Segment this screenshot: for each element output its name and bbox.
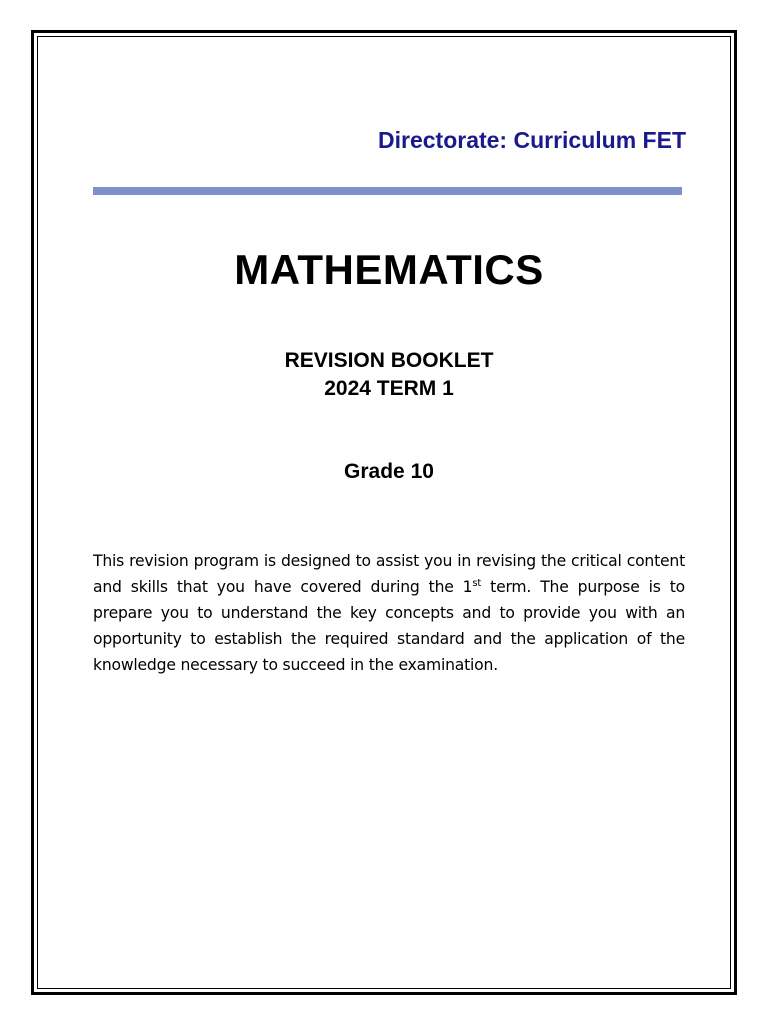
- intro-paragraph: [93, 548, 685, 678]
- page-border-inner: [37, 36, 731, 989]
- directorate-heading: Directorate: Curriculum FET: [378, 127, 686, 153]
- intro-text-part2: term. The purpose is to prepare you to understand the key concepts and to provide you with an opportunity to establish the required standard and the application of the knowledge necessary to succeed in the examination.: [93, 577, 685, 674]
- intro-text-part1: This revision program is designed to assist you in revising the critical content and skills that you have covered during the 1: [93, 551, 685, 596]
- intro-superscript: st: [472, 577, 482, 589]
- grade-title: Grade 10: [344, 460, 434, 483]
- term-title: 2024 TERM 1: [324, 377, 454, 400]
- booklet-title: REVISION BOOKLET: [284, 349, 494, 372]
- header-divider-bar: [93, 187, 682, 195]
- page-border: [31, 30, 737, 995]
- subject-title: MATHEMATICS: [234, 246, 544, 293]
